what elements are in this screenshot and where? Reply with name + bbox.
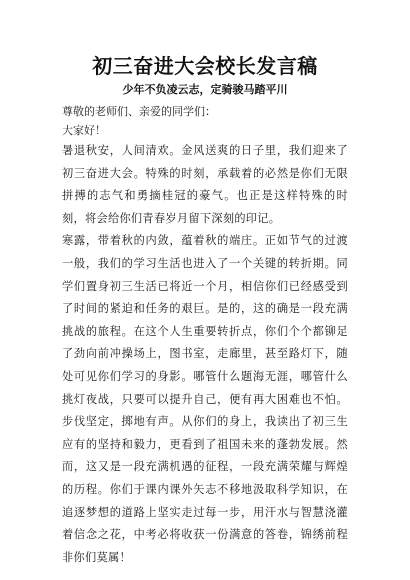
greeting: 大家好！ [62, 124, 106, 137]
document-title: 初三奋进大会校长发言稿 [92, 54, 318, 78]
salutation: 尊敬的老师们、亲爱的同学们： [62, 105, 216, 118]
document-subtitle: 少年不负凌云志，定骑骏马踏平川 [122, 83, 288, 96]
paragraph-2: 寒露，带着秋的内敛，蕴着秋的端庄。正如节气的过渡一般，我们的学习生活也进入了一个关键的转折期。同学们置身初三生活已将近一个月，相信你们已经感受到了时间的紧迫和任务的艰巨。是的，这的确是一段充满挑战的旅程。在这个人生重要转折点，你们个个都铆足了劲向前冲操场上，图书室，走廊里，甚至路灯下，随处可见你们学习的身影。哪管什么题海无涯，哪管什么挑灯夜战，只要可以提升自己，便有再大困难也不怕。步伐坚定，掷地有声。从你们的身上，我读出了初三生应有的坚持和毅力，更看到了祖国未来的蓬勃发展。然而，这又是一段充满机遇的征程，一段充满荣耀与辉煌的历程。你们于课内课外矢志不移地汲取科学知识，在追逐梦想的道路上坚实走过每一步，用汗水与智慧浇灌着信念之花，中考必将收获一份满意的答卷，锦绣前程非你们莫属！ [62, 234, 348, 564]
paragraph-1: 暑退秋安，人间清欢。金风送爽的日子里，我们迎来了初三奋进大会。特殊的时刻，承载着的必然是你们无限拼搏的志气和勇摘桂冠的豪气。也正是这样特殊的时刻，将会给你们青春岁月留下深刻的印记。 [62, 144, 348, 225]
